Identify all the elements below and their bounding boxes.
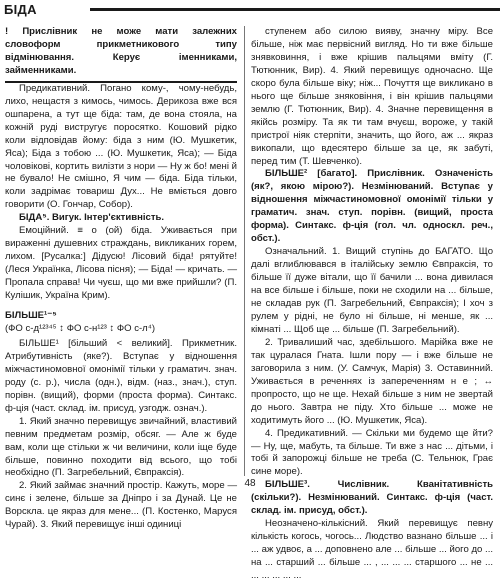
left-column: [5, 26, 237, 532]
running-header: [0, 0, 500, 26]
entry-paragraph: 4. Предикативний. — Скільки ми будемо ще йти? — Ну, ще, мабуть, та більше. Ти вже з нас ... дітьми, і тобі й запорожці більше не треба (С. Тельнюк, Грає сине море).: [251, 427, 493, 478]
entry-paragraph: 2. Тривалиший час, здебільшого. Марійка вже не так цуралася Гната. Ішли пору — і вже більше не заговорила з ним. (У. Самчук, Марія) 3. Оставинний. Уживається в реченнях із запереченням н е ; ↔ пропросто, що не ще. Нехай більше з ним не звертай до нього. Завтра не піду. Хто більше ... може не ходитимуть його ... (Ю. Мушкетик, Яса).: [251, 336, 493, 426]
note-box: ! Прислівник не може мати залежних словоформ прикметникового типу відмінювання. Керує іменниками, займенниками.: [5, 26, 237, 83]
entry-paragraph: 1. Який значно перевищує звичайний, властивий певним предметам розмір, обсяг. — Але ж буде вам, коли ще стільки ж чи величини, коли іще буде більше, повинно походити від всього, що тобі необхідно (П. Загребельний, Євпраксія).: [5, 415, 237, 479]
header-rule: [90, 8, 500, 11]
column-divider: [244, 26, 245, 476]
entry-headword: БІЛЬШЕ¹⁻⁵: [5, 310, 57, 322]
entry-paragraph: ступенем або силою вияву, значну міру. Все більше, ніж має первісний вигляд. Но ти вже більше знявковиння, і вже крішив пальцями вміту (Г. Тютюнник, Вир). 4. Який перевищує одночасно. Ще скоро була більше віку; ніж... Почуття ще викликано в нього ще більше зняковіння, і він крішив пальцями землю (Г. Тютюнник, Вир). 4. Значне перевищення в якійсь розміру. Та як ти там вчуєш, вороже, у такій пристрої ніяк стерпіти, значить, що його, аж ... якраз викопали, що вдесятеро більше за це, як забуті, перед тим (Т. Шевченко).: [251, 26, 493, 167]
right-column: [251, 26, 493, 583]
formula-line: (ФО с-д¹²³⁴⁵ ↕ ФО с-н¹²³ ↕ ФО с-л⁴): [5, 322, 156, 334]
entry-paragraph: Предикативний. Погано кому-, чому-небудь, лихо, нещастя з кимось, чимось. Дерикоза вже вся ошпарена, а тут ще біда: там, де вона стояла, на кожній руді вистругує поросятко. Кошовий рідко коли відповідав йому: біда з ним (Ю. Мушкетик, Яса); Біда з тобою ... (Ю. Мушкетик, Яса); — Біда чоловікові, кортить вилізти з нори — Ну ж бо! мені й не бувало! Не смішно, Я чим — біда. Біда тільки, коли задрімає товариш Дух... Не вміється довго говорити (О. Гончар, Собор).: [5, 82, 237, 211]
running-head-title: БІДА: [4, 2, 42, 17]
entry-paragraph: Означальний. 1. Вищий ступінь до БАГАТО. Що далі вглиблювався в італійську землю Євпраксія, то більше її дуже вітали, що її бачили ... вона дивилася на все більше і більше, поки не сходили на ... більше, не складав рук (П. Загребельний, Євпраксія); І хоч з рулем у рідні, не було ні більше, ні менше, як ... кімнаті ... Щоб ще ... більше (П. Загребельний).: [251, 246, 493, 335]
entry-paragraph: 2. Який займає значний простір. Кажуть, море — синє і зелене, більше за Дніпро і за Дунай. Це не Ворскла. це якраз для мене... (П. Костенко, Маруся Чурай). 3. Який перевищує інші одиниці: [5, 480, 237, 531]
entry-heading: БІДА⁵. Вигук. Інтер'єктивність.: [19, 212, 165, 224]
entry-paragraph: Неозначено-кількісний. Який перевищує певну кількість когось, чогось... Людство вазнано більше ... і ... аж удвоє, а ... доповнено але ... більше ... його до ... на ... старший ... більше ... , ... ... ... старшого ... не ... ... ... ... ... ...: [251, 518, 493, 582]
entry-paragraph: Емоційний. ≡ о (ой) біда. Уживається при вираженні душевних страждань, викликаних горем, лихом. [Русалка:] Дідусю! Лісовий біда! рятуйте! (Леся Українка, Лісова пісня); — Біда! — кричать. — Пропала справа! Чи чуєш, що ми вже прийшли? (П. Кулішик, Україна Крим).: [5, 225, 237, 302]
page-number: 48: [244, 478, 256, 489]
entry-heading: БІЛЬШЕ² [багато]. Прислівник. Означеність (як?, якою мірою?). Незмінюваний. Вступає у відношення міжчастиномовної омонімії тільки у граматич. знач. ступ. порівн. (вищий, проста форма). Синтакс. ф-ція (гол. чл. односкл. реч., обст.).: [251, 168, 493, 245]
entry-heading: БІЛЬШЕ³. Числівник. Кванітативність (скільки?). Незмінюваний. Синтакс. ф-ція (част. склад. ім. присуд, обст.).: [251, 479, 493, 517]
entry-paragraph: БІЛЬШЕ¹ [більший < великий]. Прикметник. Атрибутивність (яке?). Вступає у відношення міжчастиномовної омонімії тільки у граматич. знач. роду (с. р.), числа (одн.), відм. (наз., знач.), ступ. порівн. (вищий), форми (проста форма). Синтакс. ф-ція (част. склад. ім. присуд, узгодж. означ.).: [5, 337, 237, 414]
